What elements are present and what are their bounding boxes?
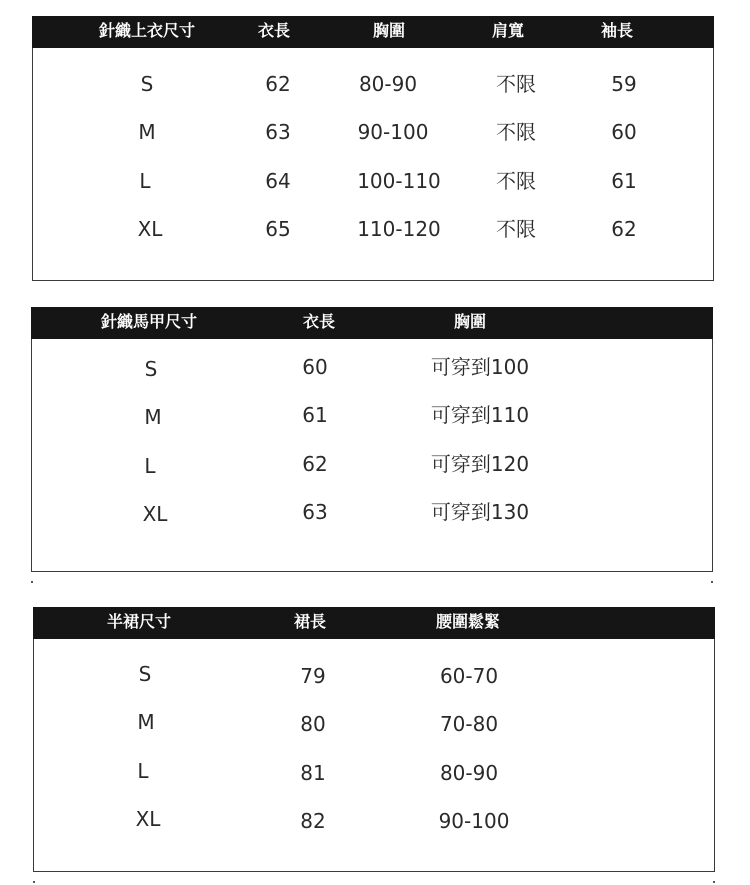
knit-top-size-table — [32, 16, 714, 281]
table-cell: 62 — [611, 217, 637, 241]
table-cell: 不限 — [496, 120, 536, 144]
table-cell: 80 — [300, 712, 326, 736]
table-cell: 不限 — [496, 169, 536, 193]
header-size: 針織馬甲尺寸 — [100, 312, 198, 331]
table-cell: 可穿到120 — [430, 452, 530, 476]
header-size: 針織上衣尺寸 — [98, 21, 196, 40]
header-chest: 胸圍 — [372, 21, 406, 40]
table-cell: 61 — [611, 169, 637, 193]
table-cell: 62 — [265, 72, 291, 96]
header-chest: 胸圍 — [453, 312, 487, 331]
table-cell: 60-70 — [439, 664, 499, 688]
table-cell: 62 — [302, 452, 328, 476]
header-sleeve: 袖長 — [600, 21, 634, 40]
header-shoulder: 肩寬 — [491, 21, 525, 40]
header-skirt-length: 裙長 — [293, 612, 327, 631]
knit-vest-size-table — [31, 307, 713, 572]
table-cell: 可穿到130 — [430, 500, 530, 524]
table-cell: M — [138, 120, 156, 144]
table-cell: L — [137, 759, 149, 783]
table-cell: L — [144, 454, 156, 478]
header-size: 半裙尺寸 — [106, 612, 172, 631]
table-cell: 不限 — [496, 72, 536, 96]
table-cell: 60 — [611, 120, 637, 144]
table-cell: XL — [135, 807, 161, 831]
table-cell: M — [137, 710, 155, 734]
table-header-row — [31, 307, 713, 339]
table-cell: 110-120 — [357, 217, 441, 241]
corner-mark — [33, 881, 35, 883]
table-cell: M — [144, 405, 162, 429]
table-cell: XL — [137, 217, 163, 241]
table-cell: L — [139, 169, 151, 193]
table-cell: 59 — [611, 72, 637, 96]
table-header-row — [32, 16, 714, 48]
table-cell: 81 — [300, 761, 326, 785]
header-length: 衣長 — [302, 312, 336, 331]
table-cell: 不限 — [496, 217, 536, 241]
table-cell: 可穿到100 — [430, 355, 530, 379]
table-cell: 100-110 — [357, 169, 441, 193]
table-cell: 80-90 — [358, 72, 418, 96]
table-cell: 90-100 — [438, 809, 510, 833]
table-cell: 70-80 — [439, 712, 499, 736]
table-cell: 63 — [265, 120, 291, 144]
table-cell: 82 — [300, 809, 326, 833]
table-cell: 60 — [302, 355, 328, 379]
corner-mark — [31, 581, 33, 583]
table-header-row — [33, 607, 715, 639]
table-cell: 90-100 — [357, 120, 429, 144]
corner-mark — [711, 581, 713, 583]
header-length: 衣長 — [257, 21, 291, 40]
table-cell: 63 — [302, 500, 328, 524]
table-cell: 61 — [302, 403, 328, 427]
table-cell: 65 — [265, 217, 291, 241]
header-waist: 腰圍鬆緊 — [435, 612, 501, 631]
table-cell: XL — [142, 502, 168, 526]
table-cell: 80-90 — [439, 761, 499, 785]
table-cell: 可穿到110 — [430, 403, 530, 427]
skirt-size-table — [33, 607, 715, 872]
table-cell: S — [140, 72, 154, 96]
table-cell: 79 — [300, 664, 326, 688]
table-cell: S — [144, 357, 158, 381]
corner-mark — [713, 881, 715, 883]
table-cell: S — [138, 662, 152, 686]
table-cell: 64 — [265, 169, 291, 193]
